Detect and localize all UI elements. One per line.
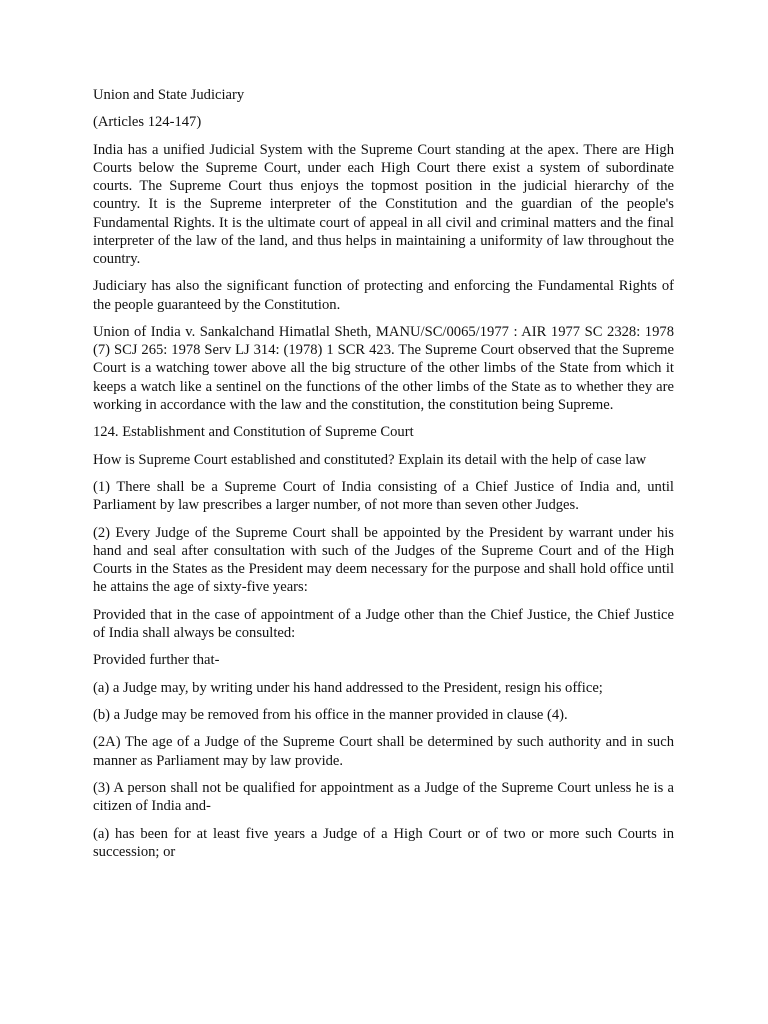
- clause-3: (3) A person shall not be qualified for appointment as a Judge of the Supreme Court unless he is a citizen of India and-: [93, 779, 674, 815]
- proviso-chief-justice: Provided that in the case of appointment of a Judge other than the Chief Justice, the Chief Justice of India shall always be consulted:: [93, 606, 674, 641]
- paragraph-question: How is Supreme Court established and constituted? Explain its detail with the help of case law: [93, 451, 647, 468]
- proviso-further: Provided further that-: [93, 652, 220, 669]
- paragraph-intro: India has a unified Judicial System with the Supreme Court standing at the apex. There are High Courts below the Supreme Court, under each High Court there exist a system of subordinate courts. The Supreme Court thus enjoys the topmost position in the judicial hierarchy of the country. It is the Supreme interpreter of the Constitution and the guardian of the people's Fundamental Rights. It is the ultimate court of appeal in all civil and criminal matters and the final interpreter of the law of the land, and thus helps in maintaining a uniformity of law throughout the country.: [93, 141, 674, 267]
- paragraph-fundamental-rights: Judiciary has also the significant function of protecting and enforcing the Fundamental Rights of the people guaranteed by the Constitution.: [93, 278, 674, 313]
- document-title: Union and State Judiciary: [93, 87, 245, 103]
- document-page: [93, 86, 674, 870]
- sub-clause-b-removal: (b) a Judge may be removed from his office in the manner provided in clause (4).: [93, 706, 568, 723]
- clause-3-a: (a) has been for at least five years a Judge of a High Court or of two or more such Courts in succession; or: [93, 825, 674, 860]
- clause-1: (1) There shall be a Supreme Court of India consisting of a Chief Justice of India and, until Parliament by law prescribes a larger number, of not more than seven other Judges.: [93, 478, 674, 514]
- paragraph-case-law: Union of India v. Sankalchand Himatlal Sheth, MANU/SC/0065/1977 : AIR 1977 SC 2328: 1978 (7) SCJ 265: 1978 Serv LJ 314: (1978) 1 SCR 423. The Supreme Court observed that the Supreme Court is a watching tower above all the big structure of the other limbs of the State from which it keeps a watch like a sentinel on the functions of the other limbs of the State as to whether they are working in accordance with the law and the constitution, the constitution being Supreme.: [93, 323, 674, 413]
- section-heading-124: 124. Establishment and Constitution of Supreme Court: [93, 424, 414, 441]
- clause-2: (2) Every Judge of the Supreme Court shall be appointed by the President by warrant under his hand and seal after consultation with such of the Judges of the Supreme Court and of the High Courts in the States as the President may deem necessary for the purpose and shall hold office until he attains the age of sixty-five years:: [93, 524, 674, 596]
- articles-range: (Articles 124-147): [93, 114, 202, 131]
- clause-2a: (2A) The age of a Judge of the Supreme Court shall be determined by such authority and in such manner as Parliament may by law provide.: [93, 734, 674, 769]
- sub-clause-a-resign: (a) a Judge may, by writing under his hand addressed to the President, resign his office;: [93, 679, 603, 696]
